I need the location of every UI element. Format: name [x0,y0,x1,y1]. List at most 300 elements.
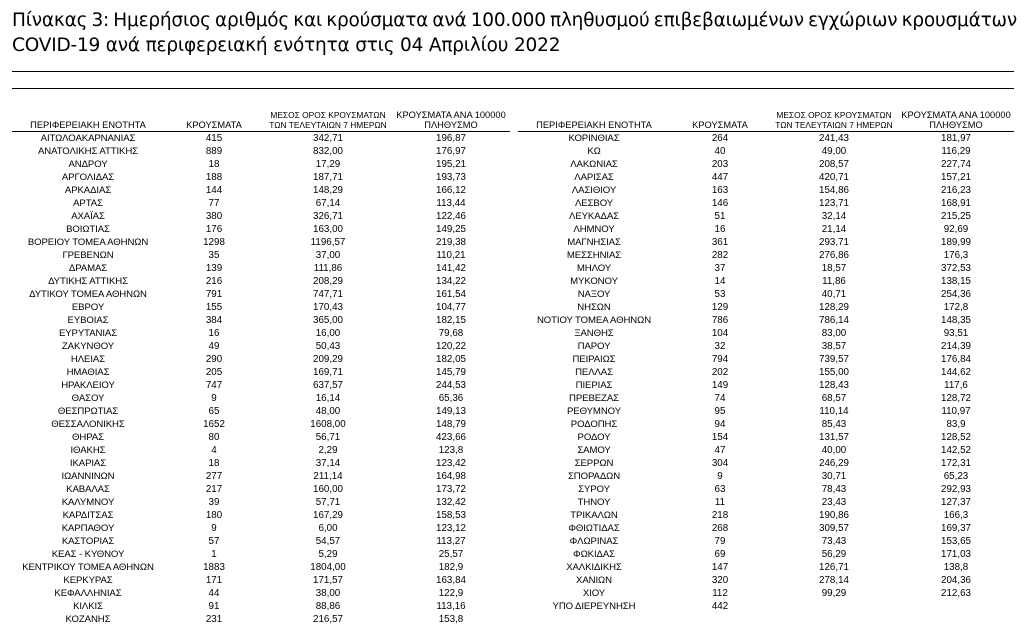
cases-cell: 155 [205,302,223,313]
per100k-cell: 157,21 [941,172,971,183]
avg7-cell: 40,71 [821,289,847,300]
table-row [518,405,1014,418]
avg7-cell: 832,00 [313,146,343,157]
table-row [518,496,1014,509]
cases-cell: 129 [711,302,729,313]
avg7-cell: 67,14 [315,198,341,209]
title-word: επιβεβαιωμένων [653,10,804,31]
avg7-cell: 78,43 [821,484,847,495]
avg7-cell: 32,14 [821,211,847,222]
per100k-cell: 168,91 [941,198,971,209]
region-cell: ΚΩ [587,146,601,157]
avg7-cell: 216,57 [313,614,343,625]
table-row [12,132,510,146]
per100k-cell: 120,22 [436,341,466,352]
table-row [12,574,510,587]
per100k-cell: 123,8 [438,445,464,456]
avg7-cell: 99,29 [821,588,847,599]
cases-table-left [12,106,510,626]
region-cell: ΝΗΣΩΝ [577,302,611,313]
title-word: κρουσμάτων [901,10,1017,31]
cases-cell: 65 [208,406,220,417]
avg7-cell: 786,14 [819,315,849,326]
per100k-cell: 128,72 [941,393,971,404]
avg7-cell: 40,00 [821,445,847,456]
avg7-cell: 1196,57 [310,237,346,248]
cases-cell: 139 [205,263,223,274]
region-cell: ΛΑΚΩΝΙΑΣ [570,159,618,170]
region-cell: ΤΡΙΚΑΛΩΝ [570,510,618,521]
per100k-cell: 113,27 [436,536,466,547]
region-cell: ΗΛΕΙΑΣ [70,354,106,365]
per100k-cell: 153,8 [438,614,464,625]
region-cell: ΑΙΤΩΛΟΑΚΑΡΝΑΝΙΑΣ [40,133,136,144]
region-cell: ΔΥΤΙΚΟΥ ΤΟΜΕΑ ΑΘΗΝΩΝ [29,289,147,300]
table-row [12,613,510,626]
table-row [12,535,510,548]
cases-cell: 91 [208,601,220,612]
per100k-cell: 172,8 [943,302,969,313]
region-cell: ΚΙΛΚΙΣ [73,601,103,612]
avg7-cell: 1804,00 [310,562,346,573]
cases-cell: 380 [205,211,223,222]
per100k-cell: 214,39 [941,341,971,352]
region-cell: ΙΩΑΝΝΙΝΩΝ [61,471,115,482]
cases-cell: 9 [717,471,723,482]
region-cell: ΚΑΡΠΑΘΟΥ [61,523,115,534]
cases-cell: 47 [714,445,726,456]
cases-cell: 747 [205,380,223,391]
avg7-cell: 342,71 [313,133,343,144]
avg7-cell: 276,86 [819,250,849,261]
region-cell: ΚΑΛΥΜΝΟΥ [61,497,115,508]
table-row [12,561,510,574]
cases-cell: 149 [711,380,729,391]
cases-cell: 1652 [203,419,225,430]
right-table-body [518,132,1014,614]
table-row [12,314,510,327]
table-row [518,145,1014,158]
per100k-cell: 176,3 [943,250,969,261]
cases-cell: 231 [205,614,223,625]
avg7-cell [770,600,898,613]
region-cell: ΧΑΝΙΩΝ [576,575,612,586]
region-cell: ΚΑΣΤΟΡΙΑΣ [61,536,115,547]
cases-cell: 786 [711,315,729,326]
per100k-cell: 132,42 [436,497,466,508]
region-cell: ΗΡΑΚΛΕΙΟΥ [61,380,115,391]
avg7-cell: 211,14 [313,471,343,482]
cases-cell: 415 [205,133,223,144]
avg7-cell: 171,57 [313,575,343,586]
header-row [518,106,1014,132]
avg7-cell: 6,00 [318,523,338,534]
per100k-cell: 127,37 [941,497,971,508]
avg7-cell: 326,71 [313,211,343,222]
region-cell: ΚΟΖΑΝΗΣ [65,614,111,625]
avg7-cell: 73,43 [821,536,847,547]
region-cell: ΑΝΔΡΟΥ [68,159,108,170]
cases-cell: 264 [711,133,729,144]
region-cell: ΧΑΛΚΙΔΙΚΗΣ [566,562,622,573]
cases-cell: 176 [205,224,223,235]
per100k-cell: 113,44 [436,198,466,209]
per100k-cell: 244,53 [436,380,466,391]
table-row [12,210,510,223]
per100k-cell: 117,6 [944,380,968,391]
cases-cell: 171 [205,575,223,586]
table-row [12,340,510,353]
cases-cell: 188 [205,172,223,183]
avg7-cell: 747,71 [313,289,343,300]
per100k-cell: 138,8 [943,562,969,573]
title-word: Ημερήσιος [113,10,211,31]
table-row [518,236,1014,249]
per100k-cell: 141,42 [436,263,466,274]
cases-cell: 51 [714,211,726,222]
avg7-cell: 83,00 [821,328,847,339]
table-row [518,288,1014,301]
avg7-cell: 54,57 [315,536,341,547]
title-word: ανά [432,10,467,31]
region-cell: ΦΩΚΙΔΑΣ [573,549,615,560]
cases-cell: 205 [205,367,223,378]
region-cell: ΜΕΣΣΗΝΙΑΣ [566,250,622,261]
table-row [518,600,1014,613]
cases-cell: 447 [711,172,729,183]
avg7-cell: 208,29 [313,276,343,287]
avg7-cell: 739,57 [819,354,849,365]
cases-cell: 180 [205,510,223,521]
avg7-cell: 5,29 [318,549,338,560]
header-row [12,106,510,132]
per100k-cell: 195,21 [436,159,466,170]
table-row [518,418,1014,431]
region-cell: ΚΕΑΣ - ΚΥΘΝΟΥ [51,549,125,560]
header-avg7: ΜΕΣΟΣ ΟΡΟΣ ΚΡΟΥΣΜΑΤΩΝ ΤΩΝ ΤΕΛΕΥΤΑΙΩΝ 7 ΗΜΕΡΩΝ [264,106,392,132]
per100k-cell: 161,54 [436,289,466,300]
region-cell: ΔΥΤΙΚΗΣ ΑΤΤΙΚΗΣ [48,276,128,287]
table-row [12,496,510,509]
region-cell: ΘΑΣΟΥ [71,393,105,404]
region-cell: ΜΗΛΟΥ [576,263,612,274]
title-word: 100.000 [470,10,546,31]
region-cell: ΘΕΣΣΑΛΟΝΙΚΗΣ [51,419,125,430]
table-row [518,210,1014,223]
cases-cell: 147 [711,562,729,573]
table-row [12,548,510,561]
region-cell: ΚΑΒΑΛΑΣ [66,484,110,495]
table-row [518,457,1014,470]
per100k-cell: 196,87 [436,133,466,144]
per100k-cell: 145,79 [436,367,466,378]
per100k-cell: 116,29 [941,146,971,157]
region-cell: ΛΕΣΒΟΥ [574,198,614,209]
cases-cell: 216 [205,276,223,287]
per100k-cell: 166,12 [436,185,466,196]
per100k-cell: 169,37 [941,523,971,534]
region-cell: ΜΥΚΟΝΟΥ [570,276,618,287]
region-cell: ΑΧΑΪΑΣ [71,211,105,222]
title-word: Πίνακας [12,10,88,31]
table-row [12,418,510,431]
avg7-cell: 365,00 [313,315,343,326]
table-row [12,158,510,171]
top-divider [12,71,1014,72]
cases-cell: 202 [711,367,729,378]
table-row [12,522,510,535]
cases-cell: 95 [714,406,726,417]
cases-cell: 44 [208,588,220,599]
cases-cell: 1298 [203,237,225,248]
region-cell: ΒΟΙΩΤΙΑΣ [66,224,110,235]
cases-cell: 9 [211,523,217,534]
document-title [12,8,1017,58]
cases-cell: 282 [711,250,729,261]
region-cell: ΖΑΚΥΝΘΟΥ [61,341,115,352]
avg7-cell: 68,57 [821,393,847,404]
region-cell: ΧΙΟΥ [582,588,606,599]
table-row [12,301,510,314]
per100k-cell: 110,97 [941,406,971,417]
table-row [12,223,510,236]
header-per100k: ΚΡΟΥΣΜΑΤΑ ΑΝΑ 100000 ΠΛΗΘΥΣΜΟ [392,106,510,132]
avg7-cell: 37,14 [315,458,341,469]
avg7-cell: 21,14 [821,224,847,235]
per100k-cell: 204,36 [941,575,971,586]
per100k-cell: 176,97 [436,146,466,157]
region-cell: ΣΑΜΟΥ [577,445,611,456]
region-cell: ΣΕΡΡΩΝ [574,458,614,469]
per100k-cell: 216,23 [941,185,971,196]
cases-cell: 9 [211,393,217,404]
region-cell: ΛΑΡΙΣΑΣ [574,172,614,183]
avg7-cell: 38,57 [821,341,847,352]
per100k-cell: 92,69 [943,224,969,235]
cases-cell: 57 [208,536,220,547]
table-row [518,561,1014,574]
avg7-cell: 309,57 [819,523,849,534]
cases-cell: 889 [205,146,223,157]
avg7-cell: 37,00 [315,250,341,261]
table-row [12,171,510,184]
table-row [12,249,510,262]
avg7-cell: 11,86 [822,276,846,287]
per100k-cell: 138,15 [941,276,971,287]
table-row [518,301,1014,314]
table-row [518,483,1014,496]
table-row [518,444,1014,457]
cases-cell: 63 [714,484,726,495]
header-avg7: ΜΕΣΟΣ ΟΡΟΣ ΚΡΟΥΣΜΑΤΩΝ ΤΩΝ ΤΕΛΕΥΤΑΙΩΝ 7 ΗΜΕΡΩΝ [770,106,898,132]
table-row [12,483,510,496]
region-cell: ΘΗΡΑΣ [72,432,104,443]
table-row [12,236,510,249]
avg7-cell: 128,29 [819,302,849,313]
avg7-cell: 17,29 [315,159,341,170]
per100k-cell: 292,93 [941,484,971,495]
cases-cell: 154 [711,432,729,443]
region-cell: ΤΗΝΟΥ [577,497,611,508]
per100k-cell: 123,42 [436,458,466,469]
cases-cell: 16 [714,224,726,235]
per100k-cell: 173,72 [436,484,466,495]
table-row [12,392,510,405]
cases-cell: 37 [714,263,726,274]
cases-cell: 49 [208,341,220,352]
region-cell: ΚΑΡΔΙΤΣΑΣ [62,510,114,521]
cases-table-right [518,106,1014,613]
avg7-cell: 85,43 [821,419,847,430]
avg7-cell: 123,71 [819,198,849,209]
table-row [12,405,510,418]
region-cell: ΙΘΑΚΗΣ [70,445,106,456]
avg7-cell: 241,43 [819,133,849,144]
avg7-cell: 637,57 [313,380,343,391]
table-row [518,197,1014,210]
cases-cell: 791 [205,289,223,300]
per100k-cell: 163,84 [436,575,466,586]
header-region: ΠΕΡΙΦΕΡΕΙΑΚΗ ΕΝΟΤΗΤΑ [12,106,164,132]
avg7-cell: 30,71 [821,471,847,482]
avg7-cell: 160,00 [313,484,343,495]
per100k-cell: 83,9 [946,419,966,430]
avg7-cell: 49,00 [821,146,847,157]
avg7-cell: 18,57 [821,263,847,274]
cases-cell: 69 [714,549,726,560]
cases-cell: 304 [711,458,729,469]
avg7-cell: 16,14 [315,393,341,404]
left-table-body [12,132,510,627]
avg7-cell: 88,86 [315,601,341,612]
table-row [518,574,1014,587]
cases-cell: 80 [208,432,220,443]
table-row [12,275,510,288]
per100k-cell: 65,36 [438,393,464,404]
header-cases: ΚΡΟΥΣΜΑΤΑ [670,106,770,132]
per100k-cell: 182,15 [436,315,466,326]
cases-cell: 4 [211,445,217,456]
region-cell: ΦΛΩΡΙΝΑΣ [569,536,619,547]
region-cell: ΘΕΣΠΡΩΤΙΑΣ [57,406,119,417]
per100k-cell: 149,25 [436,224,466,235]
region-cell: ΕΒΡΟΥ [71,302,105,313]
table-row [12,184,510,197]
per100k-cell: 182,9 [438,562,464,573]
table-row [12,444,510,457]
avg7-cell: 187,71 [313,172,343,183]
per100k-cell: 171,03 [941,549,971,560]
avg7-cell: 190,86 [819,510,849,521]
header-cases: ΚΡΟΥΣΜΑΤΑ [164,106,264,132]
per100k-cell: 172,31 [941,458,971,469]
table-row [518,353,1014,366]
per100k-cell: 134,22 [436,276,466,287]
cases-cell: 442 [711,601,729,612]
per100k-cell: 128,52 [941,432,971,443]
table-row [12,587,510,600]
table-row [12,431,510,444]
avg7-cell: 293,71 [819,237,849,248]
table-row [518,171,1014,184]
avg7-cell: 246,29 [819,458,849,469]
per100k-cell: 189,99 [941,237,971,248]
region-cell: ΦΘΙΩΤΙΔΑΣ [568,523,620,534]
per100k-cell: 176,84 [941,354,971,365]
title-word: και [293,10,323,31]
cases-cell: 384 [205,315,223,326]
cases-cell: 35 [208,250,220,261]
cases-cell: 18 [208,458,220,469]
region-cell: ΓΡΕΒΕΝΩΝ [62,250,114,261]
region-cell: ΗΜΑΘΙΑΣ [66,367,110,378]
region-cell: ΠΙΕΡΙΑΣ [575,380,613,391]
table-row [518,470,1014,483]
table-row [518,548,1014,561]
avg7-cell: 48,00 [315,406,341,417]
avg7-cell: 126,71 [819,562,849,573]
region-cell: ΚΕΡΚΥΡΑΣ [63,575,113,586]
avg7-cell: 148,29 [313,185,343,196]
table-row [518,509,1014,522]
table-row [12,366,510,379]
per100k-cell: 215,25 [941,211,971,222]
avg7-cell: 154,86 [819,185,849,196]
per100k-cell: 158,53 [436,510,466,521]
title-word: 3: [91,10,110,31]
cases-cell: 79 [714,536,726,547]
per100k-cell [898,600,1014,613]
cases-cell: 74 [714,393,726,404]
table-row [518,379,1014,392]
cases-cell: 361 [711,237,729,248]
cases-cell: 203 [711,159,729,170]
region-cell: ΛΑΣΙΘΙΟΥ [571,185,617,196]
region-cell: ΥΠΟ ΔΙΕΡΕΥΝΗΣΗ [552,601,636,612]
avg7-cell: 420,71 [819,172,849,183]
region-cell: ΡΟΔΟΥ [577,432,611,443]
cases-cell: 14 [714,276,726,287]
per100k-cell: 193,73 [436,172,466,183]
region-cell: ΙΚΑΡΙΑΣ [69,458,107,469]
per100k-cell: 79,68 [438,328,464,339]
region-cell: ΣΥΡΟΥ [578,484,610,495]
table-row [12,145,510,158]
region-cell: ΜΑΓΝΗΣΙΑΣ [567,237,621,248]
region-cell: ΞΑΝΘΗΣ [574,328,614,339]
cases-cell: 218 [711,510,729,521]
region-cell: ΑΡΓΟΛΙΔΑΣ [61,172,115,183]
table-row [12,197,510,210]
per100k-cell: 122,46 [436,211,466,222]
avg7-cell: 2,29 [318,445,338,456]
region-cell: ΠΑΡΟΥ [577,341,611,352]
region-cell: ΚΟΡΙΝΘΙΑΣ [568,133,620,144]
table-row [518,535,1014,548]
avg7-cell: 278,14 [819,575,849,586]
table-row [518,132,1014,146]
cases-cell: 268 [711,523,729,534]
region-cell: ΑΡΚΑΔΙΑΣ [64,185,112,196]
per100k-cell: 254,36 [941,289,971,300]
per100k-cell: 212,63 [941,588,971,599]
table-row [12,353,510,366]
title-word: κρούσματα [326,10,429,31]
table-row [518,366,1014,379]
per100k-cell: 148,79 [436,419,466,430]
title-word: πληθυσμού [550,10,650,31]
title-word: εγχώριων [808,10,898,31]
